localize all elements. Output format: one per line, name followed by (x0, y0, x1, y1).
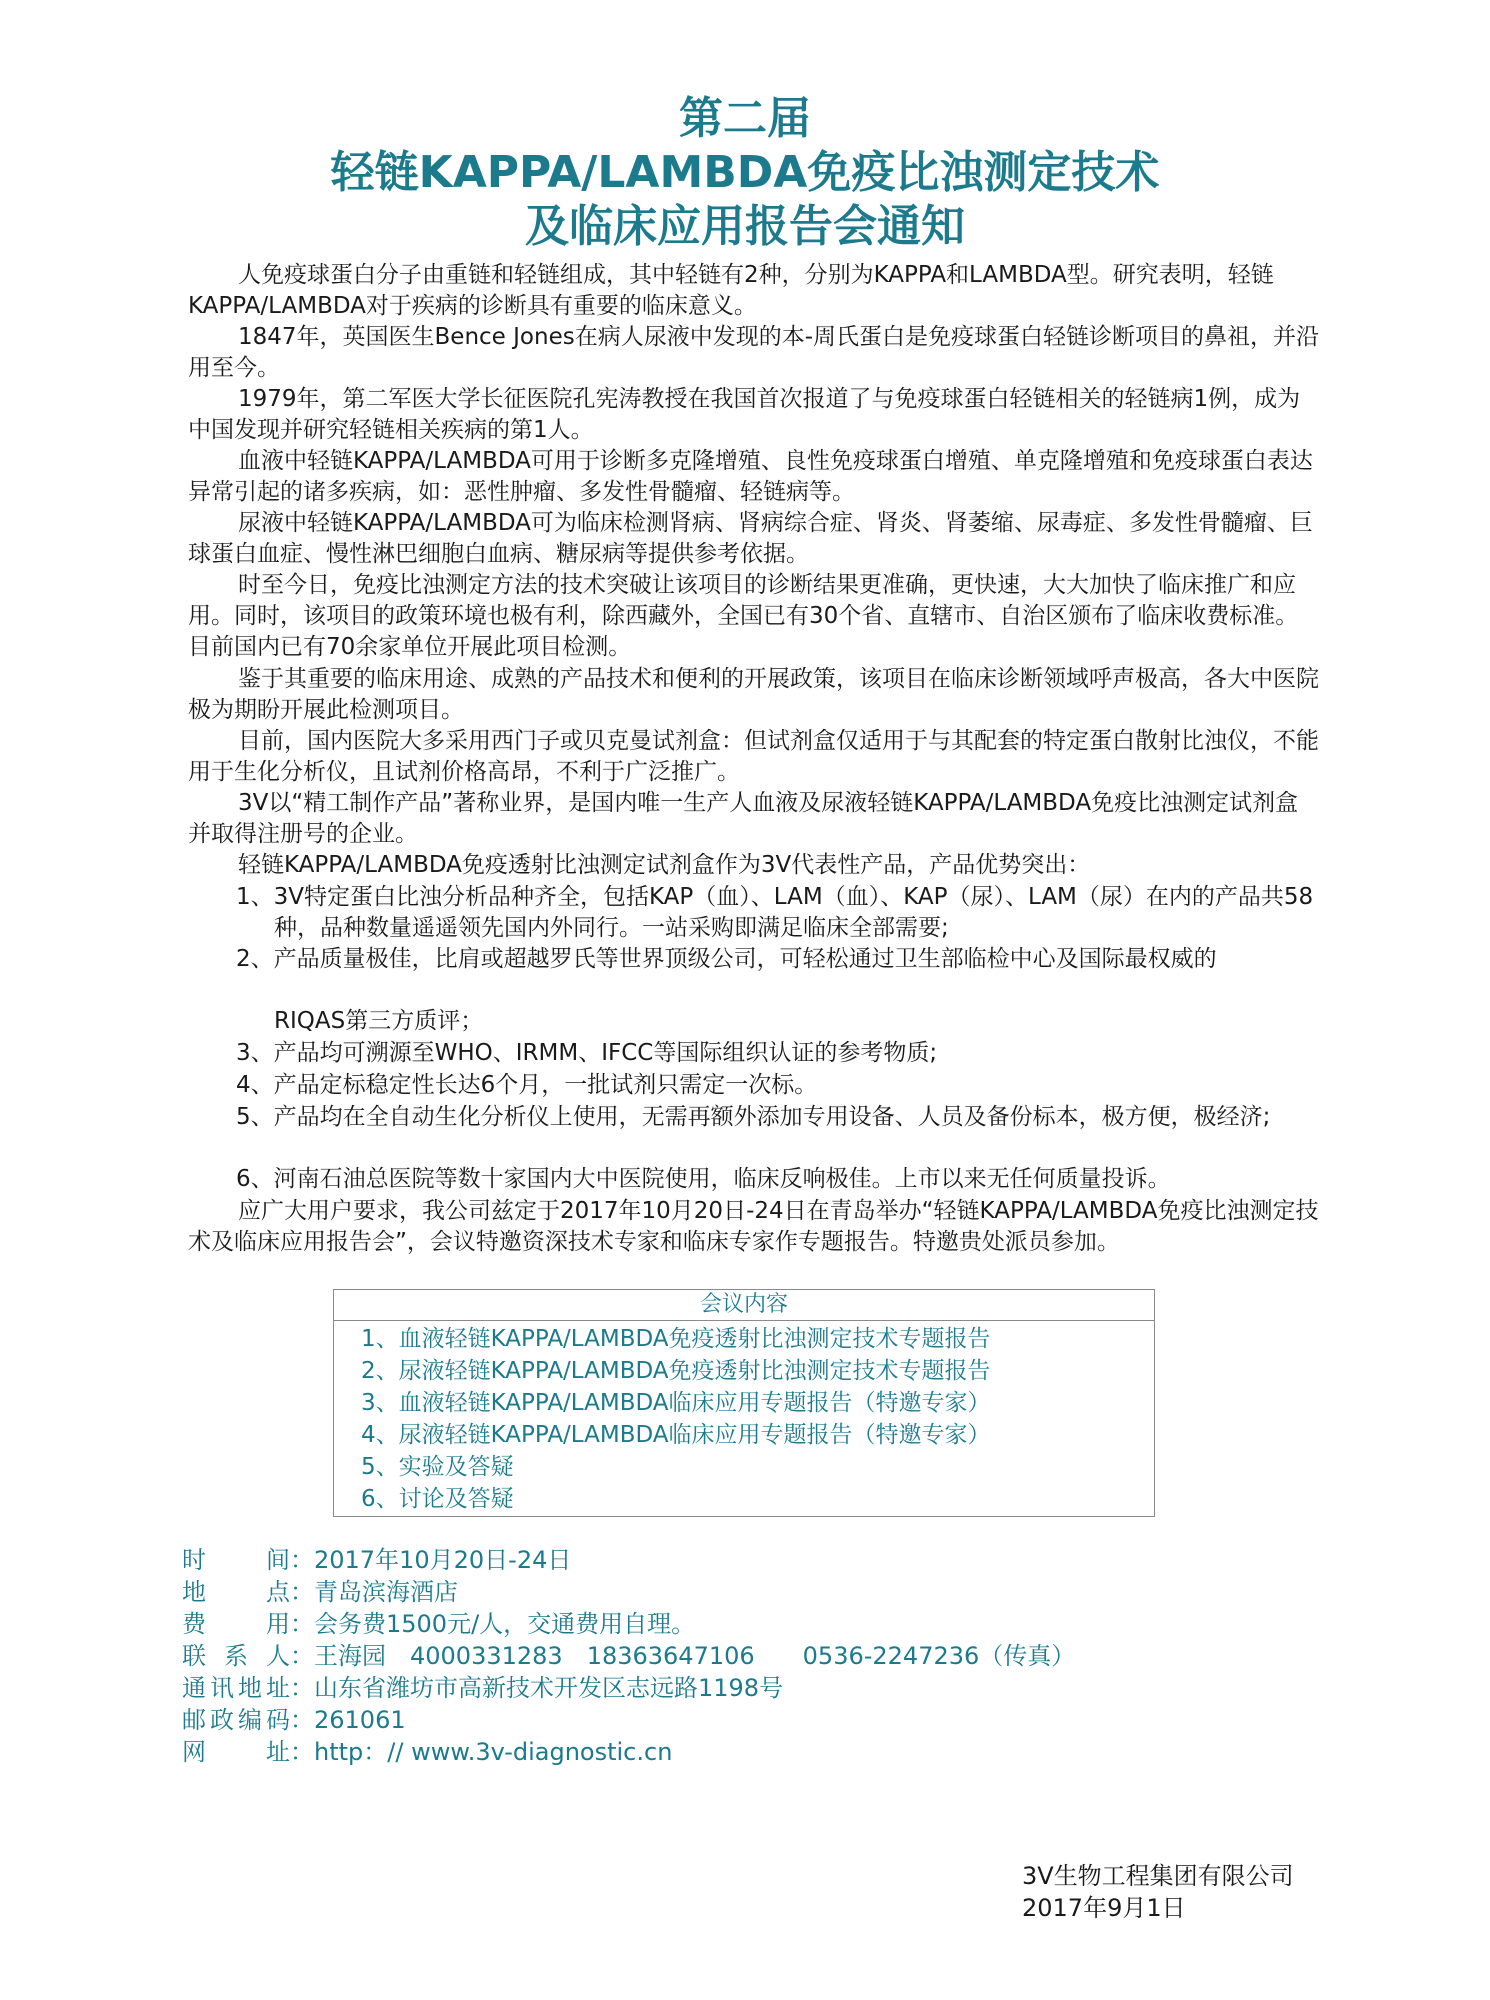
agenda-box (333, 1289, 1155, 1517)
info-fee (182, 1608, 695, 1640)
paragraph: 1979年，第二军医大学长征医院孔宪涛教授在我国首次报道了与免疫球蛋白轻链相关的轻链病1例，成为中国发现并研究轻链相关疾病的第1人。 (188, 386, 1301, 443)
signature-company: 3V生物工程集团有限公司 (1022, 1862, 1294, 1890)
paragraph: 血液中轻链KAPPA/LAMBDA可用于诊断多克隆增殖、良性免疫球蛋白增殖、单克隆增殖和免疫球蛋白表达异常引起的诸多疾病，如：恶性肿瘤、多发性骨髓瘤、轻链病等。 (188, 448, 1313, 505)
info-website (182, 1736, 672, 1768)
info-postcode (182, 1704, 406, 1736)
info-time (182, 1544, 571, 1576)
info-value: ：青岛滨海酒店 (290, 1578, 458, 1606)
info-label: 网址 (182, 1738, 290, 1766)
info-label: 时间 (182, 1546, 290, 1574)
advantage-item: 5、产品均在全自动生化分析仪上使用，无需再额外添加专用设备、人员及备份标本，极方便，极经济; (236, 1104, 1271, 1130)
advantage-item: 4、产品定标稳定性长达6个月，一批试剂只需定一次标。 (236, 1072, 818, 1098)
advantage-item: 3、产品均可溯源至WHO、IRMM、IFCC等国际组织认证的参考物质; (236, 1040, 938, 1066)
info-label: 邮政编码 (182, 1706, 290, 1734)
paragraph: 时至今日，免疫比浊测定方法的技术突破让该项目的诊断结果更准确，更快速，大大加快了临床推广和应用。同时，该项目的政策环境也极有利，除西藏外，全国已有30个省、直辖市、自治区颁布了临床收费标准。目前国内已有70余家单位开展此项目检测。 (188, 572, 1299, 660)
closing-paragraph: 应广大用户要求，我公司兹定于2017年10月20日-24日在青岛举办“轻链KAPPA/LAMBDA免疫比浊测定技术及临床应用报告会”，会议特邀资深技术专家和临床专家作专题报告。特邀贵处派员参加。 (188, 1198, 1319, 1255)
info-value: ：2017年10月20日-24日 (290, 1546, 572, 1574)
info-value: ：会务费1500元/人，交通费用自理。 (290, 1610, 696, 1638)
agenda-item: 4、尿液轻链KAPPA/LAMBDA临床应用专题报告（特邀专家） (361, 1422, 991, 1448)
title-line-1: 第二届 (679, 93, 811, 144)
paragraph: 人免疫球蛋白分子由重链和轻链组成，其中轻链有2种，分别为KAPPA和LAMBDA型。研究表明，轻链KAPPA/LAMBDA对于疾病的诊断具有重要的临床意义。 (188, 262, 1274, 319)
paragraph: 鉴于其重要的临床用途、成熟的产品技术和便利的开展政策，该项目在临床诊断领域呼声极高，各大中医院极为期盼开展此检测项目。 (188, 666, 1319, 723)
info-value: ：山东省潍坊市高新技术开发区志远路1198号 (290, 1674, 784, 1702)
paragraph: 1847年，英国医生Bence Jones在病人尿液中发现的本-周氏蛋白是免疫球蛋白轻链诊断项目的鼻祖，并沿用至今。 (188, 324, 1320, 381)
paragraph: 轻链KAPPA/LAMBDA免疫透射比浊测定试剂盒作为3V代表性产品，产品优势突出： (238, 852, 1091, 878)
advantage-item: RIQAS第三方质评； (274, 1008, 484, 1034)
agenda-item: 3、血液轻链KAPPA/LAMBDA临床应用专题报告（特邀专家） (361, 1390, 991, 1416)
agenda-heading: 会议内容 (334, 1290, 1154, 1321)
signature-date: 2017年9月1日 (1022, 1894, 1186, 1922)
advantage-item: 1、3V特定蛋白比浊分析品种齐全，包括KAP（血）、LAM（血）、KAP（尿）、LAM（尿）在内的产品共58种，品种数量遥遥领先国内外同行。一站采购即满足临床全部需要; (236, 884, 1314, 941)
agenda-item: 6、讨论及答疑 (361, 1486, 514, 1512)
title-line-3: 及临床应用报告会通知 (525, 201, 965, 252)
paragraph: 目前，国内医院大多采用西门子或贝克曼试剂盒：但试剂盒仅适用于与其配套的特定蛋白散射比浊仪，不能用于生化分析仪，且试剂价格高昂，不利于广泛推广。 (188, 728, 1319, 785)
info-value: ：261061 (290, 1706, 406, 1734)
paragraph: 3V以“精工制作产品”著称业界，是国内唯一生产人血液及尿液轻链KAPPA/LAMBDA免疫比浊测定试剂盒并取得注册号的企业。 (188, 790, 1299, 847)
info-contact (182, 1640, 1075, 1672)
paragraph: 尿液中轻链KAPPA/LAMBDA可为临床检测肾病、肾病综合症、肾炎、肾萎缩、尿毒症、多发性骨髓瘤、巨球蛋白血症、慢性淋巴细胞白血病、糖尿病等提供参考依据。 (188, 510, 1313, 567)
agenda-item: 2、尿液轻链KAPPA/LAMBDA免疫透射比浊测定技术专题报告 (361, 1358, 991, 1384)
info-label: 费用 (182, 1610, 290, 1638)
info-place (182, 1576, 458, 1608)
advantage-item: 2、产品质量极佳，比肩或超越罗氏等世界顶级公司，可轻松通过卫生部临检中心及国际最权威的 (236, 946, 1217, 972)
agenda-item: 5、实验及答疑 (361, 1454, 514, 1480)
agenda-item: 1、血液轻链KAPPA/LAMBDA免疫透射比浊测定技术专题报告 (361, 1326, 991, 1352)
advantage-item: 6、河南石油总医院等数十家国内大中医院使用，临床反响极佳。上市以来无任何质量投诉。 (236, 1166, 1171, 1192)
info-label: 地点 (182, 1578, 290, 1606)
title-line-2: 轻链KAPPA/LAMBDA免疫比浊测定技术 (330, 147, 1160, 198)
info-label: 通讯地址 (182, 1674, 290, 1702)
info-value: ：http：// www.3v-diagnostic.cn (290, 1738, 673, 1766)
info-value: ：王海园 4000331283 18363647106 0536-2247236（传真） (290, 1642, 1076, 1670)
info-label: 联系人 (182, 1642, 290, 1670)
info-address (182, 1672, 783, 1704)
